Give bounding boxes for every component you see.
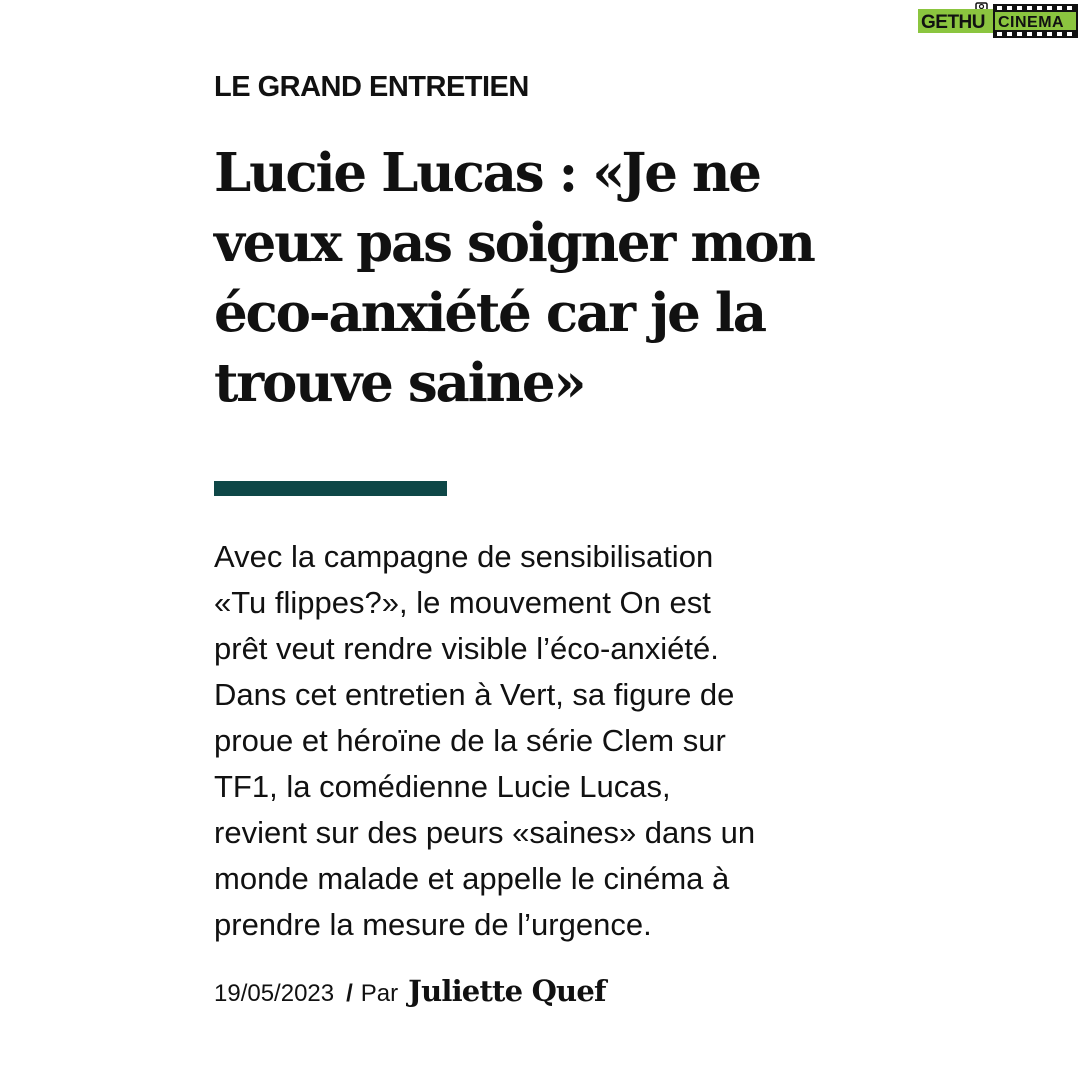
intro-line: proue et héroïne de la série Clem sur: [214, 723, 726, 758]
title-line: trouve saine»: [214, 352, 585, 414]
article-intro: [214, 534, 1054, 948]
article-title: [214, 138, 974, 418]
intro-line: TF1, la comédienne Lucie Lucas,: [214, 769, 671, 804]
intro-line: prendre la mesure de l’urgence.: [214, 907, 652, 942]
intro-line: «Tu flippes?», le mouvement On est: [214, 585, 711, 620]
intro-line: monde malade et appelle le cinéma à: [214, 861, 730, 896]
publish-date: 19/05/2023: [214, 980, 335, 1007]
title-line: Lucie Lucas : «Je ne: [214, 142, 760, 204]
intro-line: revient sur des peurs «saines» dans un: [214, 815, 756, 850]
byline: [214, 974, 606, 1018]
title-line: veux pas soigner mon: [214, 212, 814, 274]
camera-icon: [976, 3, 987, 10]
intro-line: Avec la campagne de sensibilisation: [214, 539, 714, 574]
gethu-cinema-logo: [918, 0, 1080, 48]
article-kicker: LE GRAND ENTRETIEN: [214, 71, 529, 103]
logo-graphic: [918, 0, 1080, 48]
author-name: Juliette Quef: [408, 974, 606, 1008]
intro-line: Dans cet entretien à Vert, sa figure de: [214, 677, 735, 712]
logo-text-cinema: CINEMA: [998, 14, 1065, 31]
logo-text-gethu: GETHU: [921, 12, 985, 33]
byline-separator: /: [346, 980, 353, 1007]
title-line: éco-anxiété car je la: [214, 282, 765, 344]
byline-label: Par: [360, 980, 399, 1007]
intro-line: prêt veut rendre visible l’éco-anxiété.: [214, 631, 719, 666]
title-divider: [214, 481, 447, 496]
